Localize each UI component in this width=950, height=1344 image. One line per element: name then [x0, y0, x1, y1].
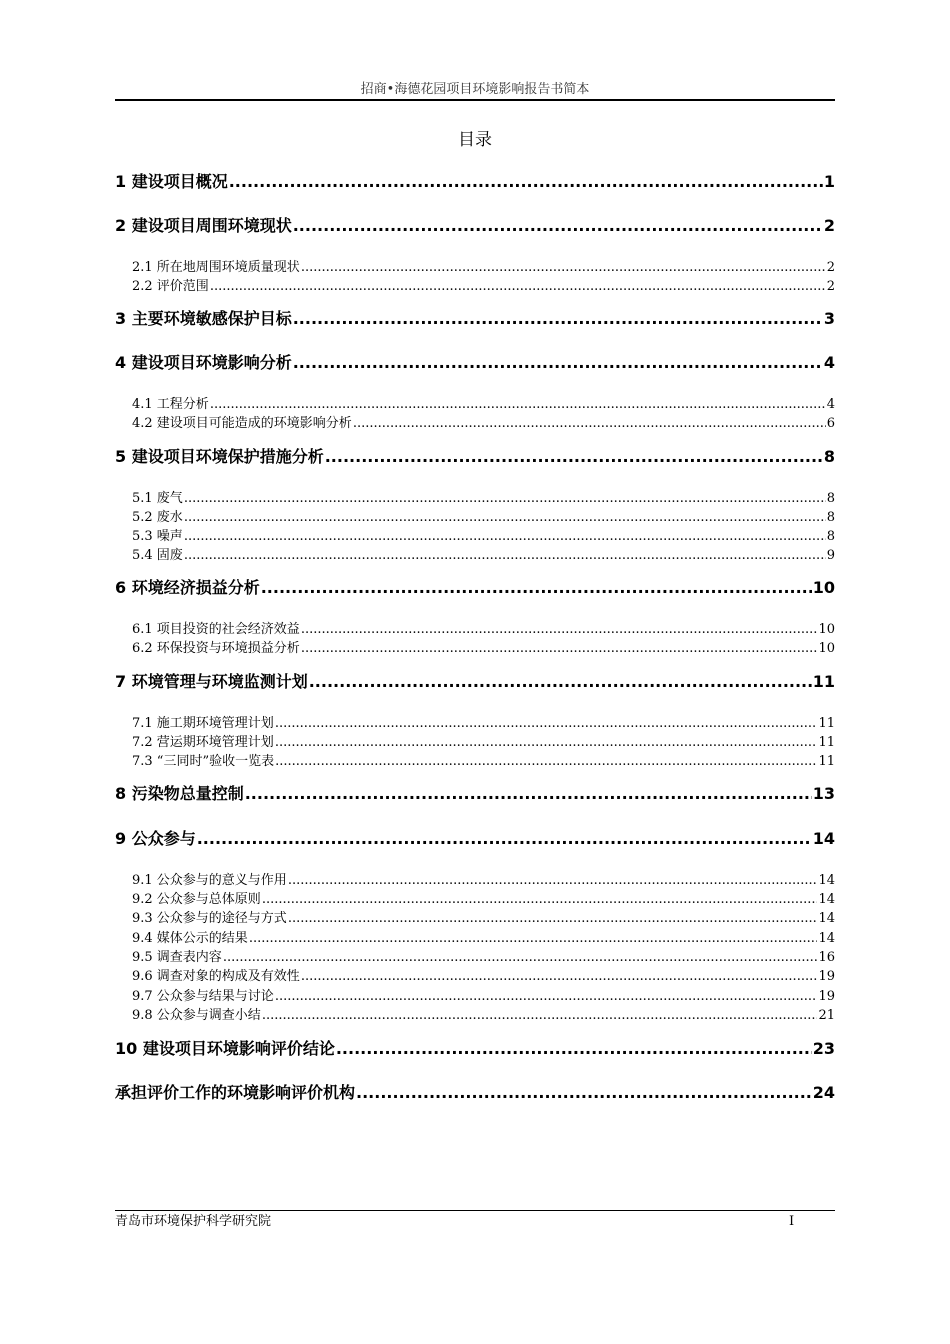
toc-subentry[interactable] [132, 910, 835, 928]
toc-entry-page: 14 [812, 829, 835, 848]
toc-entry[interactable] [115, 171, 835, 193]
toc-entry-title: 3 主要环境敏感保护目标 [115, 309, 292, 328]
toc-entry-page: 24 [812, 1083, 835, 1102]
toc-entry-title: 4.2 建设项目可能造成的环境影响分析 [132, 416, 352, 431]
toc-entry[interactable] [115, 783, 835, 805]
toc-subentry[interactable] [132, 278, 835, 296]
footer-page-number: I [789, 1214, 795, 1229]
toc-entry-title: 4.1 工程分析 [132, 397, 209, 412]
toc-leader-dots [184, 528, 826, 546]
toc-entry-title: 5.4 固废 [132, 548, 183, 563]
toc-leader-dots [288, 910, 818, 928]
toc-entry[interactable] [115, 308, 835, 330]
toc-subentry[interactable] [132, 547, 835, 565]
toc-leader-dots [197, 828, 812, 850]
toc-entry-page: 2 [823, 216, 835, 235]
toc-entry-page: 2 [826, 279, 835, 294]
toc-entry-page: 14 [818, 873, 835, 888]
toc-leader-dots [229, 171, 823, 193]
toc-subentry[interactable] [132, 259, 835, 277]
toc-subentry[interactable] [132, 872, 835, 890]
toc-entry-page: 21 [818, 1008, 835, 1023]
toc-entry-title: 8 污染物总量控制 [115, 784, 244, 803]
toc-leader-dots [301, 968, 818, 986]
toc-leader-dots [184, 490, 826, 508]
toc-leader-dots [336, 1038, 812, 1060]
toc-entry-title: 5.1 废气 [132, 491, 183, 506]
toc-entry-title: 5.2 废水 [132, 510, 183, 525]
toc-subentry[interactable] [132, 968, 835, 986]
toc-leader-dots [353, 415, 826, 433]
toc-entry-title: 承担评价工作的环境影响评价机构 [115, 1083, 356, 1102]
toc-leader-dots [275, 753, 817, 771]
toc-entry-title: 9 公众参与 [115, 829, 196, 848]
toc-subentry[interactable] [132, 396, 835, 414]
toc-entry-page: 6 [826, 416, 835, 431]
running-header: 招商•海德花园项目环境影响报告书简本 [360, 82, 590, 97]
toc-subentry[interactable] [132, 930, 835, 948]
toc-entry[interactable] [115, 577, 835, 599]
toc-subentry[interactable] [132, 1007, 835, 1025]
toc-entry-page: 14 [818, 931, 835, 946]
toc-entry-page: 10 [818, 622, 835, 637]
toc-entry-page: 19 [818, 969, 835, 984]
toc-subentry[interactable] [132, 715, 835, 733]
toc-entry[interactable] [115, 1038, 835, 1060]
toc-entry[interactable] [115, 352, 835, 374]
toc-entry-page: 9 [826, 548, 835, 563]
toc-leader-dots [325, 446, 823, 468]
toc-leader-dots [261, 577, 812, 599]
toc-leader-dots [275, 988, 818, 1006]
toc-entry-title: 2 建设项目周围环境现状 [115, 216, 292, 235]
toc-entry-page: 11 [812, 672, 835, 691]
toc-entry-title: 7.2 营运期环境管理计划 [132, 735, 274, 750]
toc-subentry[interactable] [132, 949, 835, 967]
toc-entry-title: 6 环境经济损益分析 [115, 578, 260, 597]
toc-subentry[interactable] [132, 528, 835, 546]
toc-entry-title: 2.1 所在地周围环境质量现状 [132, 260, 300, 275]
toc-subentry[interactable] [132, 891, 835, 909]
toc-leader-dots [293, 215, 823, 237]
footer-rule [115, 1210, 835, 1211]
toc-entry-title: 6.2 环保投资与环境损益分析 [132, 641, 300, 656]
toc-leader-dots [293, 308, 823, 330]
toc-entry-title: 2.2 评价范围 [132, 279, 209, 294]
toc-entry-page: 1 [823, 172, 835, 191]
toc-leader-dots [301, 621, 818, 639]
toc-leader-dots [210, 396, 826, 414]
toc-entry-page: 14 [818, 911, 835, 926]
toc-leader-dots [301, 259, 826, 277]
toc-entry-page: 2 [826, 260, 835, 275]
toc-leader-dots [184, 509, 826, 527]
toc-subentry[interactable] [132, 621, 835, 639]
toc-entry-page: 8 [823, 447, 835, 466]
toc-leader-dots [288, 872, 818, 890]
toc-leader-dots [275, 734, 818, 752]
toc-entry-page: 10 [812, 578, 835, 597]
toc-entry-title: 5 建设项目环境保护措施分析 [115, 447, 324, 466]
toc-leader-dots [249, 930, 818, 948]
toc-entry-page: 14 [818, 892, 835, 907]
toc-entry-page: 10 [818, 641, 835, 656]
toc-leader-dots [184, 547, 826, 565]
toc-entry-page: 4 [823, 353, 835, 372]
toc-title: 目录 [458, 130, 492, 150]
toc-leader-dots [293, 352, 823, 374]
toc-subentry[interactable] [132, 734, 835, 752]
toc-entry[interactable] [115, 828, 835, 850]
toc-entry-title: 9.7 公众参与结果与讨论 [132, 989, 274, 1004]
toc-entry-title: 6.1 项目投资的社会经济效益 [132, 622, 300, 637]
toc-entry-title: 9.1 公众参与的意义与作用 [132, 873, 287, 888]
toc-entry-title: 5.3 噪声 [132, 529, 183, 544]
toc-leader-dots [262, 1007, 818, 1025]
toc-entry-page: 11 [818, 735, 835, 750]
toc-entry-page: 4 [826, 397, 835, 412]
toc-leader-dots [210, 278, 826, 296]
toc-entry-title: 9.3 公众参与的途径与方式 [132, 911, 287, 926]
toc-entry-title: 9.8 公众参与调查小结 [132, 1008, 261, 1023]
toc-entry-title: 7 环境管理与环境监测计划 [115, 672, 308, 691]
toc-entry-page: 19 [818, 989, 835, 1004]
toc-entry-page: 3 [823, 309, 835, 328]
toc-subentry[interactable] [132, 753, 835, 771]
toc-leader-dots [245, 783, 812, 805]
toc-entry-title: 9.5 调查表内容 [132, 950, 222, 965]
toc-entry[interactable] [115, 446, 835, 468]
toc-subentry[interactable] [132, 640, 835, 658]
footer-organization: 青岛市环境保护科学研究院 [115, 1214, 272, 1229]
toc-leader-dots [275, 715, 818, 733]
toc-subentry[interactable] [132, 509, 835, 527]
toc-entry-page: 8 [826, 510, 835, 525]
toc-entry-page: 11 [818, 754, 835, 769]
toc-leader-dots [356, 1082, 812, 1104]
toc-entry-title: 7.3 “三同时”验收一览表 [132, 754, 275, 769]
toc-entry-title: 7.1 施工期环境管理计划 [132, 716, 274, 731]
toc-entry-page: 11 [818, 716, 835, 731]
toc-entry-title: 4 建设项目环境影响分析 [115, 353, 292, 372]
toc-subentry[interactable] [132, 490, 835, 508]
toc-entry[interactable] [115, 215, 835, 237]
toc-subentry[interactable] [132, 988, 835, 1006]
toc-leader-dots [223, 949, 818, 967]
toc-entry-page: 8 [826, 491, 835, 506]
toc-entry-title: 9.4 媒体公示的结果 [132, 931, 248, 946]
toc-entry[interactable] [115, 671, 835, 693]
toc-entry[interactable] [115, 1082, 835, 1104]
toc-entry-page: 23 [812, 1039, 835, 1058]
toc-leader-dots [262, 891, 818, 909]
toc-entry-page: 8 [826, 529, 835, 544]
toc-entry-page: 13 [812, 784, 835, 803]
toc-entry-title: 10 建设项目环境影响评价结论 [115, 1039, 335, 1058]
toc-leader-dots [301, 640, 818, 658]
header-rule [115, 99, 835, 101]
toc-leader-dots [309, 671, 812, 693]
toc-subentry[interactable] [132, 415, 835, 433]
toc-entry-title: 1 建设项目概况 [115, 172, 228, 191]
toc-entry-title: 9.6 调查对象的构成及有效性 [132, 969, 300, 984]
toc-entry-title: 9.2 公众参与总体原则 [132, 892, 261, 907]
toc-entry-page: 16 [818, 950, 835, 965]
